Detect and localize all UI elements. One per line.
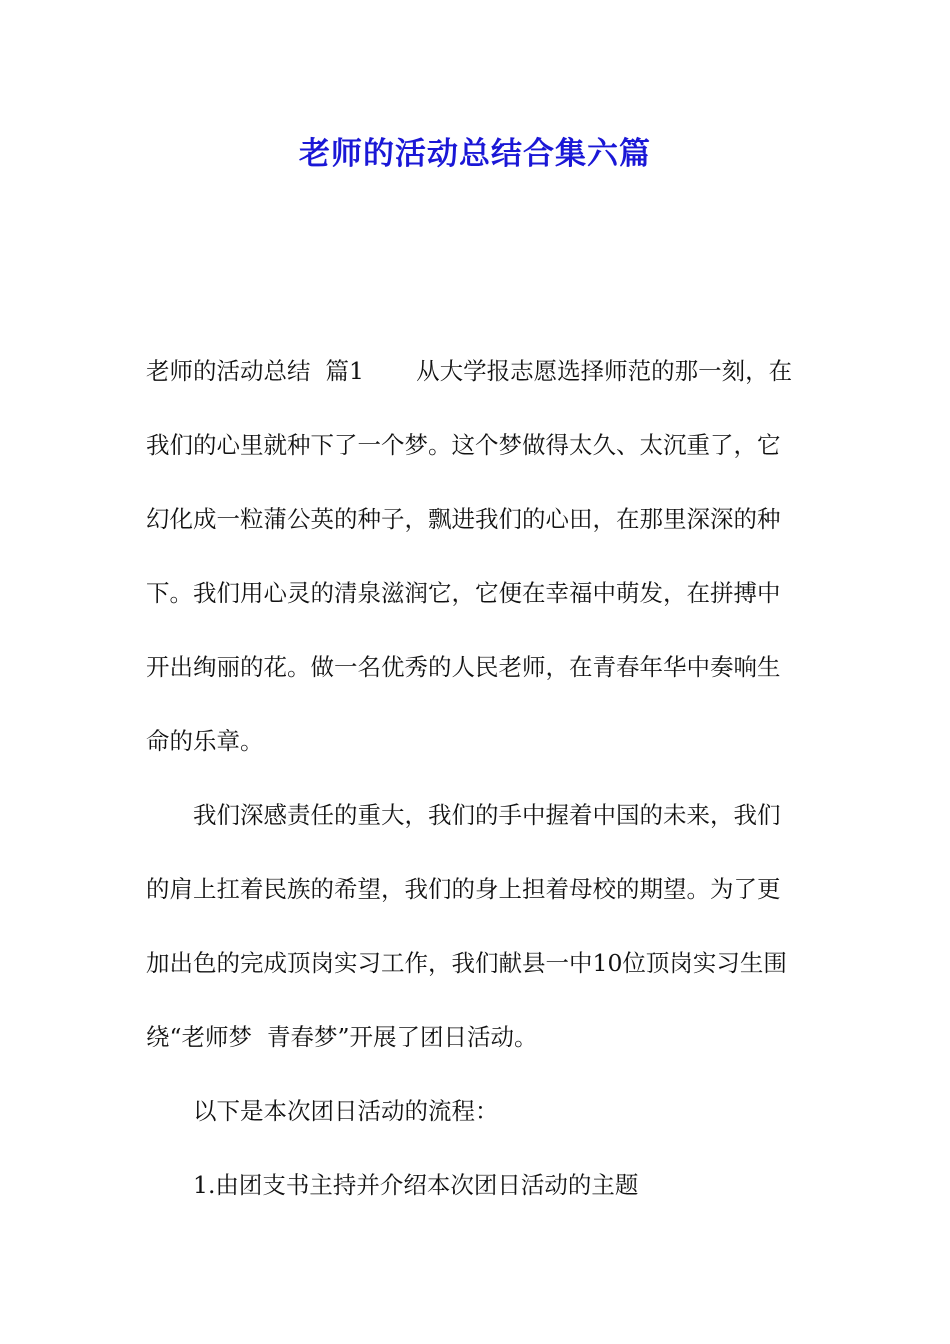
- paragraph-2-line-1: 我们深感责任的重大，我们的手中握着中国的未来，我们: [193, 801, 781, 829]
- paragraph-1-line-5: 开出绚丽的花。做一名优秀的人民老师，在青春年华中奏响生: [146, 653, 781, 681]
- paragraph-1-line-3: 幻化成一粒蒲公英的种子，飘进我们的心田，在那里深深的种: [146, 505, 781, 533]
- paragraph-1-line-1: 老师的活动总结 篇1 从大学报志愿选择师范的那一刻，在: [146, 357, 793, 385]
- paragraph-2-line-3: 加出色的完成顶岗实习工作，我们献县一中10位顶岗实习生围: [146, 949, 787, 977]
- paragraph-3: 以下是本次团日活动的流程：: [193, 1097, 499, 1125]
- paragraph-1-line-4: 下。我们用心灵的清泉滋润它，它便在幸福中萌发，在拼搏中: [146, 579, 781, 607]
- paragraph-2-line-4: 绕“老师梦 青春梦”开展了团日活动。: [146, 1023, 538, 1051]
- document-title: 老师的活动总结合集六篇: [299, 136, 651, 172]
- document-body: [146, 334, 806, 1222]
- paragraph-2-line-2: 的肩上扛着民族的希望，我们的身上担着母校的期望。为了更: [146, 875, 781, 903]
- paragraph-1-line-6: 命的乐章。: [146, 727, 264, 755]
- paragraph-4: 1.由团支书主持并介绍本次团日活动的主题: [193, 1171, 639, 1199]
- paragraph-1-line-2: 我们的心里就种下了一个梦。这个梦做得太久、太沉重了，它: [146, 431, 781, 459]
